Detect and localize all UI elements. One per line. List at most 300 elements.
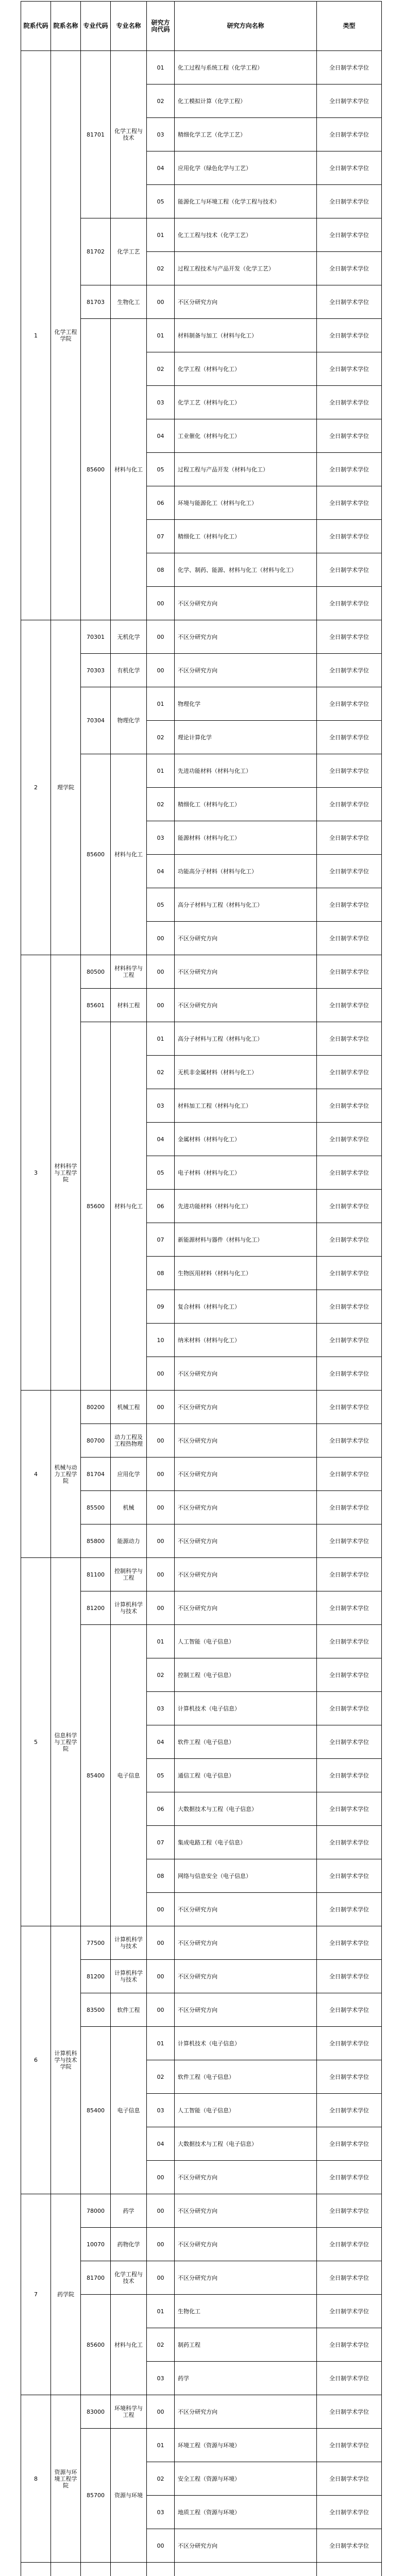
direction-name-cell: 化学工艺（材料与化工） [175, 386, 317, 419]
direction-name-cell: 大数据技术与工程（电子信息） [175, 1792, 317, 1826]
direction-code-cell: 01 [147, 2429, 175, 2462]
direction-name-cell: 不区分研究方向 [175, 1424, 317, 1458]
dept-code-cell: 5 [21, 1558, 51, 1926]
direction-code-cell: 00 [147, 620, 175, 654]
direction-code-cell: 00 [147, 1591, 175, 1625]
type-cell: 全日制学术学位 [317, 1658, 382, 1692]
direction-code-cell: 04 [147, 151, 175, 185]
direction-name-cell: 不区分研究方向 [175, 955, 317, 989]
type-cell: 全日制学术学位 [317, 486, 382, 520]
type-cell: 全日制学术学位 [317, 754, 382, 788]
direction-name-cell: 不区分研究方向 [175, 2228, 317, 2261]
direction-code-cell: 05 [147, 1759, 175, 1792]
dept-code-cell: 2 [21, 620, 51, 955]
direction-name-cell: 不区分研究方向 [175, 654, 317, 687]
major-code-cell: 85700 [81, 2429, 111, 2563]
direction-name-cell: 网络与信息安全（电子信息） [175, 1859, 317, 1893]
major-code-cell: 77500 [81, 1926, 111, 1960]
direction-code-cell: 02 [147, 2462, 175, 2496]
major-code-cell: 81700 [81, 2261, 111, 2295]
major-code-cell: 85600 [81, 319, 111, 620]
direction-name-cell: 软件工程（电子信息） [175, 1725, 317, 1759]
direction-name-cell: 人工智能（电子信息） [175, 1625, 317, 1658]
table-row [21, 955, 382, 989]
direction-code-cell: 06 [147, 1190, 175, 1223]
direction-name-cell: 不区分研究方向 [175, 620, 317, 654]
direction-name-cell: 不区分研究方向 [175, 1591, 317, 1625]
direction-name-cell: 不区分研究方向 [175, 922, 317, 955]
type-cell: 全日制学术学位 [317, 386, 382, 419]
direction-code-cell: 03 [147, 118, 175, 151]
direction-name-cell: 不区分研究方向 [175, 2261, 317, 2295]
type-cell: 全日制学术学位 [317, 989, 382, 1022]
table-row [21, 2395, 382, 2429]
type-cell: 全日制学术学位 [317, 1591, 382, 1625]
direction-name-cell: 精细化工（材料与化工） [175, 788, 317, 821]
direction-name-cell: 化工模拟计算（化学工程） [175, 84, 317, 118]
major-name-cell: 电子信息 [111, 2027, 147, 2194]
direction-name-cell: 过程工程与产品开发（材料与化工） [175, 453, 317, 486]
type-cell: 全日制学术学位 [317, 1625, 382, 1658]
dept-code-cell: 7 [21, 2194, 51, 2395]
dept-name-cell: 机械与动力工程学院 [51, 1391, 81, 1558]
direction-name-cell: 不区分研究方向 [175, 1993, 317, 2027]
table-row [21, 1391, 382, 1424]
direction-code-cell: 07 [147, 520, 175, 553]
type-cell: 全日制学术学位 [317, 1324, 382, 1357]
direction-name-cell: 不区分研究方向 [175, 989, 317, 1022]
direction-name-cell: 化工工程与技术（化学工艺） [175, 218, 317, 252]
direction-code-cell: 02 [147, 1658, 175, 1692]
direction-name-cell: 高分子材料与工程（材料与化工） [175, 1022, 317, 1056]
major-name-cell: 有机化学 [111, 654, 147, 687]
direction-name-cell: 不区分研究方向 [175, 1524, 317, 1558]
direction-name-cell: 计算机技术（电子信息） [175, 2027, 317, 2060]
direction-name-cell: 材料制备与加工（材料与化工） [175, 319, 317, 352]
header-direction-code: 研究方向代码 [147, 2, 175, 51]
direction-code-cell: 02 [147, 788, 175, 821]
major-code-cell: 78000 [81, 2194, 111, 2228]
direction-code-cell: 00 [147, 2395, 175, 2429]
type-cell: 全日制学术学位 [317, 2228, 382, 2261]
major-code-cell: 10070 [81, 2228, 111, 2261]
major-name-cell: 化学工程与技术 [111, 2261, 147, 2295]
major-name-cell: 材料工程 [111, 989, 147, 1022]
direction-code-cell: 00 [147, 989, 175, 1022]
type-cell: 全日制学术学位 [317, 252, 382, 285]
direction-code-cell: 01 [147, 2027, 175, 2060]
major-code-cell: 70301 [81, 620, 111, 654]
major-code-cell: 81702 [81, 218, 111, 285]
direction-name-cell: 不区分研究方向 [175, 2529, 317, 2563]
direction-code-cell: 00 [147, 1893, 175, 1926]
direction-code-cell: 05 [147, 453, 175, 486]
direction-name-cell: 不区分研究方向 [175, 1357, 317, 1391]
type-cell: 全日制学术学位 [317, 1391, 382, 1424]
major-code-cell: 83500 [81, 1993, 111, 2027]
direction-code-cell: 00 [147, 1491, 175, 1524]
direction-code-cell: 00 [147, 654, 175, 687]
dept-name-cell [51, 2563, 81, 2576]
major-name-cell: 药学 [111, 2194, 147, 2228]
direction-code-cell: 00 [147, 1458, 175, 1491]
major-name-cell: 化学工艺 [111, 218, 147, 285]
direction-code-cell: 02 [147, 84, 175, 118]
table-header [21, 2, 382, 51]
type-cell: 全日制学术学位 [317, 118, 382, 151]
type-cell: 全日制学术学位 [317, 1993, 382, 2027]
direction-code-cell: 04 [147, 1725, 175, 1759]
direction-name-cell: 计算机技术（电子信息） [175, 1692, 317, 1725]
type-cell: 全日制学术学位 [317, 2295, 382, 2328]
major-code-cell: 81704 [81, 1458, 111, 1491]
direction-name-cell: 生物化工 [175, 2295, 317, 2328]
major-name-cell: 材料与化工 [111, 754, 147, 955]
type-cell: 全日制学术学位 [317, 687, 382, 721]
direction-code-cell: 03 [147, 821, 175, 855]
type-cell: 全日制学术学位 [317, 1859, 382, 1893]
type-cell: 全日制学术学位 [317, 888, 382, 922]
type-cell: 全日制学术学位 [317, 788, 382, 821]
direction-code-cell: 00 [147, 285, 175, 319]
major-name-cell: 机械工程 [111, 1391, 147, 1424]
major-name-cell: 材料与化工 [111, 319, 147, 620]
type-cell: 全日制学术学位 [317, 2362, 382, 2395]
direction-code-cell: 07 [147, 1826, 175, 1859]
dept-name-cell: 理学院 [51, 620, 81, 955]
direction-name-cell: 金属材料（材料与化工） [175, 1123, 317, 1156]
header-type: 类型 [317, 2, 382, 51]
type-cell: 全日制学术学位 [317, 1491, 382, 1524]
direction-code-cell: 00 [147, 2161, 175, 2194]
type-cell: 全日制学术学位 [317, 654, 382, 687]
enrollment-catalog-table [21, 1, 382, 2576]
direction-code-cell: 04 [147, 419, 175, 453]
type-cell: 全日制学术学位 [317, 1257, 382, 1290]
type-cell: 全日制学术学位 [317, 2060, 382, 2094]
direction-name-cell: 大数据技术与工程（电子信息） [175, 2127, 317, 2161]
direction-code-cell: 06 [147, 486, 175, 520]
dept-name-cell: 药学院 [51, 2194, 81, 2395]
major-code-cell [81, 2563, 111, 2576]
table-row [21, 2194, 382, 2228]
direction-code-cell: 01 [147, 2295, 175, 2328]
direction-name-cell: 制药工程 [175, 2328, 317, 2362]
type-cell: 全日制学术学位 [317, 51, 382, 84]
direction-name-cell: 先进功能材料（材料与化工） [175, 1190, 317, 1223]
direction-code-cell: 00 [147, 1926, 175, 1960]
major-code-cell: 80200 [81, 1391, 111, 1424]
major-name-cell: 材料与化工 [111, 2295, 147, 2395]
table-row [21, 51, 382, 84]
type-cell: 全日制学术学位 [317, 553, 382, 587]
type-cell: 全日制学术学位 [317, 1156, 382, 1190]
type-cell: 全日制学术学位 [317, 1190, 382, 1223]
type-cell: 全日制学术学位 [317, 84, 382, 118]
header-dept-name: 院系名称 [51, 2, 81, 51]
type-cell: 全日制学术学位 [317, 285, 382, 319]
major-code-cell: 81100 [81, 1558, 111, 1591]
major-code-cell: 70303 [81, 654, 111, 687]
table-row [21, 1926, 382, 1960]
direction-name-cell: 能源化工与环境工程（化学工程与技术） [175, 185, 317, 218]
header-major-code: 专业代码 [81, 2, 111, 51]
major-name-cell: 控制科学与工程 [111, 1558, 147, 1591]
type-cell: 全日制学术学位 [317, 1290, 382, 1324]
major-name-cell: 化学工程与技术 [111, 51, 147, 218]
direction-name-cell: 过程工程技术与产品开发（化学工艺） [175, 252, 317, 285]
major-code-cell: 81200 [81, 1960, 111, 1993]
major-name-cell: 计算机科学与技术 [111, 1591, 147, 1625]
direction-code-cell: 01 [147, 1625, 175, 1658]
direction-name-cell: 不区分研究方向 [175, 2161, 317, 2194]
dept-name-cell: 化学工程学院 [51, 51, 81, 620]
direction-name-cell: 不区分研究方向 [175, 2194, 317, 2228]
major-name-cell: 计算机科学与技术 [111, 1926, 147, 1960]
type-cell: 全日制学术学位 [317, 453, 382, 486]
direction-name-cell: 精细化工（材料与化工） [175, 520, 317, 553]
type-cell: 全日制学术学位 [317, 855, 382, 888]
direction-code-cell: 00 [147, 955, 175, 989]
direction-name-cell: 不区分研究方向 [175, 1960, 317, 1993]
direction-code-cell: 02 [147, 2328, 175, 2362]
direction-code-cell: 01 [147, 754, 175, 788]
direction-name-cell: 化学工程（材料与化工） [175, 352, 317, 386]
direction-code-cell: 02 [147, 252, 175, 285]
major-code-cell: 85600 [81, 2295, 111, 2395]
direction-name-cell: 不区分研究方向 [175, 1491, 317, 1524]
direction-code-cell: 01 [147, 218, 175, 252]
type-cell: 全日制学术学位 [317, 1926, 382, 1960]
type-cell: 全日制学术学位 [317, 1960, 382, 1993]
major-code-cell: 85800 [81, 1524, 111, 1558]
type-cell: 全日制学术学位 [317, 1893, 382, 1926]
major-name-cell: 能源动力 [111, 1524, 147, 1558]
direction-code-cell: 01 [147, 687, 175, 721]
major-code-cell: 83000 [81, 2395, 111, 2429]
direction-name-cell: 控制工程（电子信息） [175, 1658, 317, 1692]
direction-name-cell: 高分子材料与工程（材料与化工） [175, 888, 317, 922]
major-code-cell: 81200 [81, 1591, 111, 1625]
direction-code-cell: 04 [147, 855, 175, 888]
type-cell: 全日制学术学位 [317, 2094, 382, 2127]
direction-code-cell: 06 [147, 1792, 175, 1826]
direction-code-cell: 02 [147, 2060, 175, 2094]
dept-code-cell [21, 2563, 51, 2576]
direction-name-cell: 无机非金属材料（材料与化工） [175, 1056, 317, 1089]
type-cell: 全日制学术学位 [317, 922, 382, 955]
major-code-cell: 85600 [81, 754, 111, 955]
major-code-cell: 85600 [81, 1022, 111, 1391]
direction-name-cell: 化工过程与系统工程（化学工程） [175, 51, 317, 84]
direction-code-cell: 04 [147, 2127, 175, 2161]
direction-name-cell: 化学、制药、能源、材料与化工（材料与化工） [175, 553, 317, 587]
direction-name-cell: 安全工程（资源与环境） [175, 2462, 317, 2496]
direction-name-cell: 材料加工工程（材料与化工） [175, 1089, 317, 1123]
table-body [21, 51, 382, 2576]
major-name-cell: 无机化学 [111, 620, 147, 654]
type-cell: 全日制学术学位 [317, 1424, 382, 1458]
major-name-cell: 环境科学与工程 [111, 2395, 147, 2429]
dept-name-cell: 信息科学与工程学院 [51, 1558, 81, 1926]
type-cell: 全日制学术学位 [317, 319, 382, 352]
major-name-cell: 机械 [111, 1491, 147, 1524]
type-cell: 全日制学术学位 [317, 1692, 382, 1725]
direction-code-cell: 02 [147, 352, 175, 386]
table-row [21, 1558, 382, 1591]
direction-name-cell: 应用化学（绿色化学与工艺） [175, 151, 317, 185]
direction-name-cell: 功能高分子材料（材料与化工） [175, 855, 317, 888]
major-code-cell: 81701 [81, 51, 111, 218]
type-cell: 全日制学术学位 [317, 1123, 382, 1156]
direction-code-cell: 00 [147, 1993, 175, 2027]
type-cell: 全日制学术学位 [317, 1089, 382, 1123]
table-row [21, 2563, 382, 2576]
type-cell: 全日制学术学位 [317, 721, 382, 754]
direction-name-cell: 理论计算化学 [175, 721, 317, 754]
direction-code-cell: 01 [147, 319, 175, 352]
direction-code-cell: 05 [147, 888, 175, 922]
direction-code-cell: 02 [147, 1056, 175, 1089]
direction-name-cell: 人工智能（电子信息） [175, 2094, 317, 2127]
direction-name-cell: 不区分研究方向 [175, 1893, 317, 1926]
direction-name-cell: 软件工程（电子信息） [175, 2060, 317, 2094]
direction-code-cell: 02 [147, 721, 175, 754]
dept-name-cell: 材料科学与工程学院 [51, 955, 81, 1391]
type-cell: 全日制学术学位 [317, 1056, 382, 1089]
direction-code-cell: 00 [147, 1357, 175, 1391]
type-cell: 全日制学术学位 [317, 352, 382, 386]
major-code-cell: 85601 [81, 989, 111, 1022]
direction-name-cell: 不区分研究方向 [175, 1926, 317, 1960]
type-cell: 全日制学术学位 [317, 1725, 382, 1759]
type-cell: 全日制学术学位 [317, 1759, 382, 1792]
header-direction-name: 研究方向名称 [175, 2, 317, 51]
dept-name-cell: 资源与环境工程学院 [51, 2395, 81, 2563]
major-code-cell: 85400 [81, 1625, 111, 1926]
major-name-cell: 资源与环境 [111, 2429, 147, 2563]
type-cell: 全日制学术学位 [317, 1223, 382, 1257]
direction-code-cell [147, 2563, 175, 2576]
direction-name-cell: 环境工程（资源与环境） [175, 2429, 317, 2462]
direction-code-cell: 00 [147, 1558, 175, 1591]
direction-code-cell: 00 [147, 2194, 175, 2228]
direction-name-cell: 能源材料（材料与化工） [175, 821, 317, 855]
direction-code-cell: 03 [147, 2496, 175, 2529]
dept-code-cell: 1 [21, 51, 51, 620]
direction-name-cell: 地质工程（资源与环境） [175, 2496, 317, 2529]
direction-name-cell: 不区分研究方向 [175, 1391, 317, 1424]
direction-name-cell: 不区分研究方向 [175, 2395, 317, 2429]
header-dept-code: 院系代码 [21, 2, 51, 51]
type-cell: 全日制学术学位 [317, 2529, 382, 2563]
major-code-cell: 80700 [81, 1424, 111, 1458]
direction-name-cell [175, 2563, 317, 2576]
direction-name-cell: 复合材料（材料与化工） [175, 1290, 317, 1324]
type-cell: 全日制学术学位 [317, 587, 382, 620]
major-code-cell: 85500 [81, 1491, 111, 1524]
major-name-cell: 材料科学与工程 [111, 955, 147, 989]
direction-code-cell: 00 [147, 922, 175, 955]
type-cell: 全日制学术学位 [317, 1022, 382, 1056]
direction-code-cell: 00 [147, 2529, 175, 2563]
direction-code-cell: 00 [147, 587, 175, 620]
direction-code-cell: 05 [147, 1156, 175, 1190]
type-cell: 全日制学术学位 [317, 1524, 382, 1558]
direction-name-cell: 新能源材料与器件（材料与化工） [175, 1223, 317, 1257]
direction-name-cell: 不区分研究方向 [175, 587, 317, 620]
direction-code-cell: 03 [147, 1692, 175, 1725]
type-cell: 全日制学术学位 [317, 2429, 382, 2462]
direction-code-cell: 00 [147, 2261, 175, 2295]
header-major-name: 专业名称 [111, 2, 147, 51]
major-name-cell: 物理化学 [111, 687, 147, 754]
direction-name-cell: 不区分研究方向 [175, 1558, 317, 1591]
table-row [21, 620, 382, 654]
direction-code-cell: 00 [147, 1524, 175, 1558]
major-name-cell: 电子信息 [111, 1625, 147, 1926]
type-cell: 全日制学术学位 [317, 151, 382, 185]
major-name-cell: 软件工程 [111, 1993, 147, 2027]
type-cell: 全日制学术学位 [317, 1792, 382, 1826]
major-name-cell: 药物化学 [111, 2228, 147, 2261]
major-name-cell: 计算机科学与技术 [111, 1960, 147, 1993]
direction-code-cell: 08 [147, 553, 175, 587]
direction-name-cell: 集成电路工程（电子信息） [175, 1826, 317, 1859]
type-cell: 全日制学术学位 [317, 955, 382, 989]
major-name-cell: 动力工程及工程热物理 [111, 1424, 147, 1458]
type-cell: 全日制学术学位 [317, 1826, 382, 1859]
direction-code-cell: 10 [147, 1324, 175, 1357]
type-cell: 全日制学术学位 [317, 1458, 382, 1491]
direction-code-cell: 00 [147, 1391, 175, 1424]
direction-code-cell: 00 [147, 2228, 175, 2261]
type-cell: 全日制学术学位 [317, 1558, 382, 1591]
type-cell: 全日制学术学位 [317, 2462, 382, 2496]
direction-code-cell: 01 [147, 1022, 175, 1056]
type-cell: 全日制学术学位 [317, 2027, 382, 2060]
dept-code-cell: 6 [21, 1926, 51, 2194]
direction-code-cell: 09 [147, 1290, 175, 1324]
dept-code-cell: 3 [21, 955, 51, 1391]
direction-code-cell: 03 [147, 2362, 175, 2395]
type-cell: 全日制学术学位 [317, 2395, 382, 2429]
direction-name-cell: 精细化学工艺（化学工艺） [175, 118, 317, 151]
type-cell: 全日制学术学位 [317, 2127, 382, 2161]
direction-code-cell: 07 [147, 1223, 175, 1257]
direction-code-cell: 00 [147, 1424, 175, 1458]
direction-code-cell: 00 [147, 1960, 175, 1993]
major-name-cell [111, 2563, 147, 2576]
direction-name-cell: 工业催化（材料与化工） [175, 419, 317, 453]
type-cell: 全日制学术学位 [317, 2328, 382, 2362]
direction-name-cell: 生物医用材料（材料与化工） [175, 1257, 317, 1290]
type-cell: 全日制学术学位 [317, 2194, 382, 2228]
type-cell [317, 2563, 382, 2576]
direction-name-cell: 电子材料（材料与化工） [175, 1156, 317, 1190]
direction-name-cell: 纳米材料（材料与化工） [175, 1324, 317, 1357]
direction-name-cell: 先进功能材料（材料与化工） [175, 754, 317, 788]
direction-name-cell: 药学 [175, 2362, 317, 2395]
direction-code-cell: 03 [147, 2094, 175, 2127]
major-code-cell: 81703 [81, 285, 111, 319]
major-name-cell: 材料与化工 [111, 1022, 147, 1391]
type-cell: 全日制学术学位 [317, 821, 382, 855]
direction-name-cell: 不区分研究方向 [175, 1458, 317, 1491]
type-cell: 全日制学术学位 [317, 185, 382, 218]
major-name-cell: 应用化学 [111, 1458, 147, 1491]
direction-code-cell: 08 [147, 1859, 175, 1893]
